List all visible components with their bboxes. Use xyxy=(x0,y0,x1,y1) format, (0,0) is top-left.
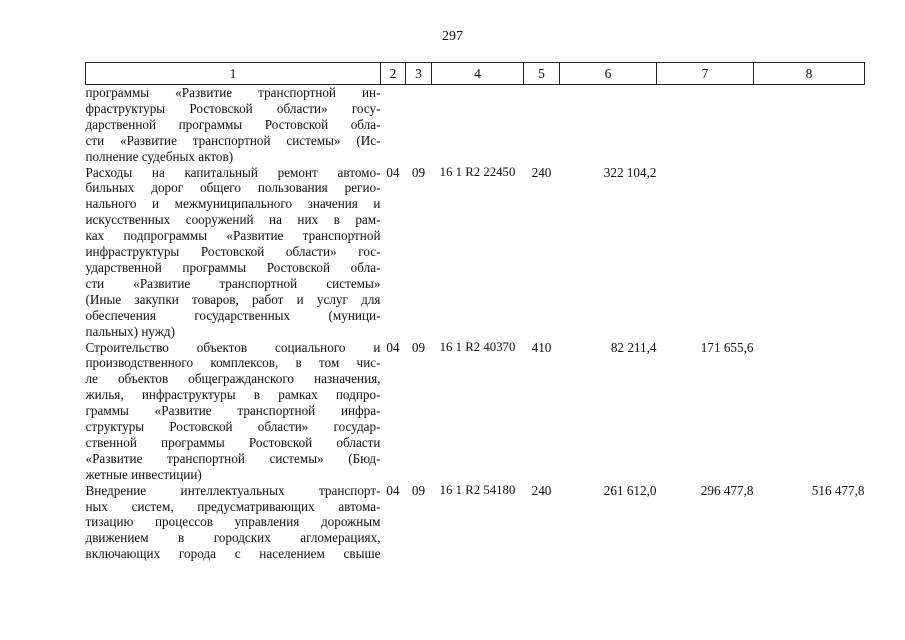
subsection-code: 09 xyxy=(411,482,426,498)
table-row xyxy=(86,85,865,165)
amount-col-7 xyxy=(657,85,754,165)
section-code xyxy=(381,85,406,165)
col-header-3: 3 xyxy=(406,63,432,85)
description-line: жетные инвестиции) xyxy=(85,466,202,482)
description-line: Строительство объектов социального и xyxy=(85,339,381,355)
description-line: ударственной программы Ростовской обла- xyxy=(85,259,381,275)
description-line: тизацию процессов управления дорожным xyxy=(85,514,381,530)
description-line: ле объектов общегражданского назначения, xyxy=(85,371,381,387)
description-line: граммы «Развитие транспортной инфра- xyxy=(85,403,381,419)
col-header-5: 5 xyxy=(524,63,560,85)
amount-col-6: 261 612,0 xyxy=(603,482,657,498)
col-header-6: 6 xyxy=(560,63,657,85)
section-code: 04 xyxy=(386,482,400,498)
description-line: дарственной программы Ростовской обла- xyxy=(85,116,381,132)
description-line: искусственных сооружений на них в рам- xyxy=(85,212,381,228)
page-number: 297 xyxy=(442,29,463,44)
description-line: жилья, инфраструктуры в рамках подпро- xyxy=(85,387,381,403)
subsection-code: 09 xyxy=(411,164,426,180)
target-article-code: 16 1 R2 40370 xyxy=(439,339,516,354)
description-line: инфраструктуры Ростовской области» гос- xyxy=(85,244,381,260)
description-line: фраструктуры Ростовской области» госу- xyxy=(85,100,381,116)
amount-col-8 xyxy=(754,85,865,165)
description-line: полнение судебных актов) xyxy=(85,148,234,164)
row-description xyxy=(86,85,381,165)
amount-col-8 xyxy=(754,340,865,483)
section-code: 04 xyxy=(386,339,400,355)
amount-col-7 xyxy=(657,165,754,340)
amount-col-6 xyxy=(560,85,657,165)
col-header-2: 2 xyxy=(381,63,406,85)
row-description xyxy=(86,483,381,563)
amount-col-7: 171 655,6 xyxy=(700,339,754,355)
column-number-row xyxy=(86,63,865,85)
row-description xyxy=(86,340,381,483)
target-article-code xyxy=(432,85,524,165)
expense-type-code xyxy=(524,85,560,165)
description-line: ных систем, предусматривающих автома- xyxy=(85,498,381,514)
target-article-code: 16 1 R2 22450 xyxy=(439,164,516,179)
description-line: сти «Развитие транспортной системы» (Ис- xyxy=(85,132,381,148)
budget-table xyxy=(85,62,865,562)
col-header-7: 7 xyxy=(657,63,754,85)
description-line: программы «Развитие транспортной ин- xyxy=(85,85,381,100)
table-row xyxy=(86,483,865,563)
table-row xyxy=(86,340,865,483)
table-row xyxy=(86,165,865,340)
description-line: ках подпрограммы «Развитие транспортной xyxy=(85,228,381,244)
amount-col-7: 296 477,8 xyxy=(700,482,754,498)
amount-col-8 xyxy=(754,165,865,340)
description-line: «Развитие транспортной системы» (Бюд- xyxy=(85,450,381,466)
description-line: производственного комплексов, в том чис- xyxy=(85,355,381,371)
target-article-code: 16 1 R2 54180 xyxy=(439,482,516,497)
subsection-code xyxy=(406,85,432,165)
description-line: движением в городских агломерациях, xyxy=(85,530,381,546)
row-description xyxy=(86,165,381,340)
description-line: пальных) нужд) xyxy=(85,323,176,339)
description-line: сти «Развитие транспортной системы» xyxy=(85,275,381,291)
amount-col-8: 516 477,8 xyxy=(811,482,865,498)
col-header-1: 1 xyxy=(86,63,381,85)
description-line: (Иные закупки товаров, работ и услуг для xyxy=(85,291,381,307)
expense-type-code: 410 xyxy=(531,339,552,355)
description-line: Внедрение интеллектуальных транспорт- xyxy=(85,482,381,498)
expense-type-code: 240 xyxy=(531,482,552,498)
amount-col-6: 82 211,4 xyxy=(610,339,657,355)
section-code: 04 xyxy=(386,164,400,180)
description-line: структуры Ростовской области» государ- xyxy=(85,419,381,435)
description-line: ственной программы Ростовской области xyxy=(85,434,381,450)
description-line: обеспечения государственных (муници- xyxy=(85,307,381,323)
subsection-code: 09 xyxy=(411,339,426,355)
expense-type-code: 240 xyxy=(531,164,552,180)
description-line: нального и межмуниципального значения и xyxy=(85,196,381,212)
amount-col-6: 322 104,2 xyxy=(603,164,657,180)
col-header-4: 4 xyxy=(432,63,524,85)
description-line: Расходы на капитальный ремонт автомо- xyxy=(85,164,381,180)
description-line: включающих города с населением свыше xyxy=(85,546,381,562)
description-line: бильных дорог общего пользования регио- xyxy=(85,180,381,196)
col-header-8: 8 xyxy=(754,63,865,85)
